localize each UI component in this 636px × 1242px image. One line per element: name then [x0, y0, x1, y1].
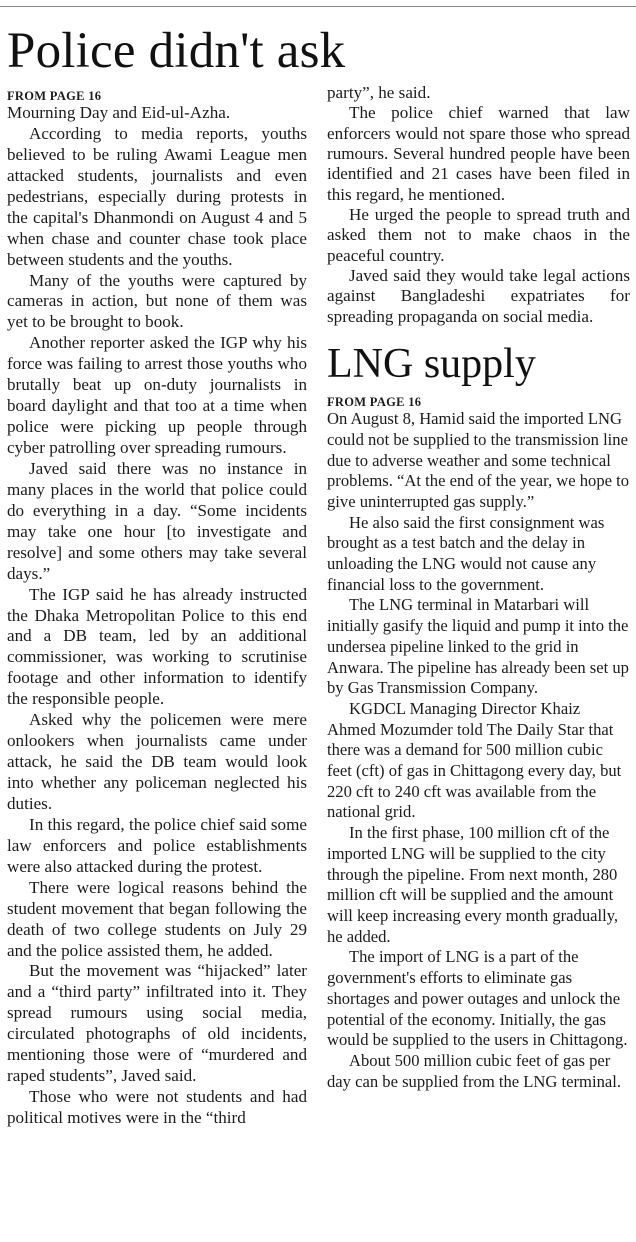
left-column — [7, 0, 346, 1129]
paragraph: He urged the people to spread truth and asked them not to make chaos in the peaceful country. — [327, 205, 630, 265]
paragraph: But the movement was “hijacked” later and a “third party” infiltrated into it. They spread rumours using social media, circulated photographs of old incidents, mentioning those were of “murdered and raped students”, Javed said. — [7, 961, 307, 1086]
paragraph: The IGP said he has already instructed the Dhaka Metropolitan Police to this end and a DB team, led by an additional commissioner, was working to scrutinise footage and other information to identify the responsible people. — [7, 584, 307, 709]
paragraph: Javed said they would take legal actions against Bangladeshi expatriates for spreading propaganda on social media. — [327, 266, 630, 326]
paragraph: The police chief warned that law enforcers would not spare those who spread rumours. Several hundred people have been identified and 21 cases have been filed in this regard, he mentioned. — [327, 103, 630, 204]
article-continuation — [327, 83, 630, 327]
paragraph: There were logical reasons behind the student movement that began following the death of two college students on July 29 and the police assisted them, he added. — [7, 877, 307, 960]
from-page-label: FROM PAGE 16 — [327, 395, 422, 410]
paragraph: In this regard, the police chief said some law enforcers and police establishments were also attacked during the protest. — [7, 814, 307, 876]
paragraph: On August 8, Hamid said the imported LNG could not be supplied to the transmission line due to adverse weather and some technical problems. “At the end of the year, we hope to give uninterrupted gas supply.” — [327, 409, 630, 511]
paragraph: Mourning Day and Eid-ul-Azha. — [7, 103, 231, 122]
paragraph: Those who were not students and had political motives were in the “third — [7, 1087, 307, 1127]
paragraph: In the first phase, 100 million cft of the imported LNG will be supplied to the city through the pipeline. From next month, 280 million cft will be supplied and the amount will keep increasing every month gradually, he added. — [327, 823, 619, 946]
from-page-label: FROM PAGE 16 — [7, 89, 102, 103]
paragraph: According to media reports, youths believed to be ruling Awami League men attacked students, journalists and even pedestrians, especially during protests in the capital's Dhanmondi on August 4 and 5 when chase and counter chase took place between students and the youths. — [7, 123, 307, 269]
paragraph: party”, he said. — [327, 83, 431, 102]
article-body — [7, 103, 307, 1129]
paragraph: He also said the first consignment was brought as a test batch and the delay in unloading the LNG would not cause any financial loss to the government. — [327, 512, 605, 594]
paragraph: KGDCL Managing Director Khaiz Ahmed Mozumder told The Daily Star that there was a demand for 500 million cubic feet (cft) of gas in Chittagong every day, but 220 cft to 240 cft was available from the national grid. — [327, 698, 622, 822]
paragraph: Many of the youths were captured by cameras in action, but none of them was yet to be brought to book. — [7, 270, 307, 332]
paragraph: Javed said there was no instance in many places in the world that police could do everything in a day. “Some incidents may take one hour [to investigate and resolve] and some others may take several days.” — [7, 458, 307, 583]
paragraph: About 500 million cubic feet of gas per day can be supplied from the LNG terminal. — [327, 1050, 621, 1091]
paragraph: The import of LNG is a part of the government's efforts to eliminate gas shortages and power outages and unlock the potential of the economy. Initially, the gas would be supplied to the users in Chittagong. — [327, 947, 628, 1050]
article-headline: Police didn't ask — [7, 23, 346, 79]
paragraph: Asked why the policemen were mere onlookers when journalists came under attack, he said the DB team would look into whether any policeman neglected his duties. — [7, 710, 307, 813]
article-body-lng — [327, 409, 630, 1092]
article-headline-lng: LNG supply — [327, 341, 536, 388]
paragraph: The LNG terminal in Matarbari will initially gasify the liquid and pump it into the undersea pipeline linked to the grid in Anwara. The pipeline has already been set up by Gas Transmission Company. — [327, 595, 629, 698]
right-column — [327, 0, 630, 1092]
paragraph: Another reporter asked the IGP why his force was failing to arrest those youths who brutally beat up on-duty journalists in board daylight and that too at a time when police were picking up people through cyber patrolling over spreading rumours. — [7, 333, 307, 457]
